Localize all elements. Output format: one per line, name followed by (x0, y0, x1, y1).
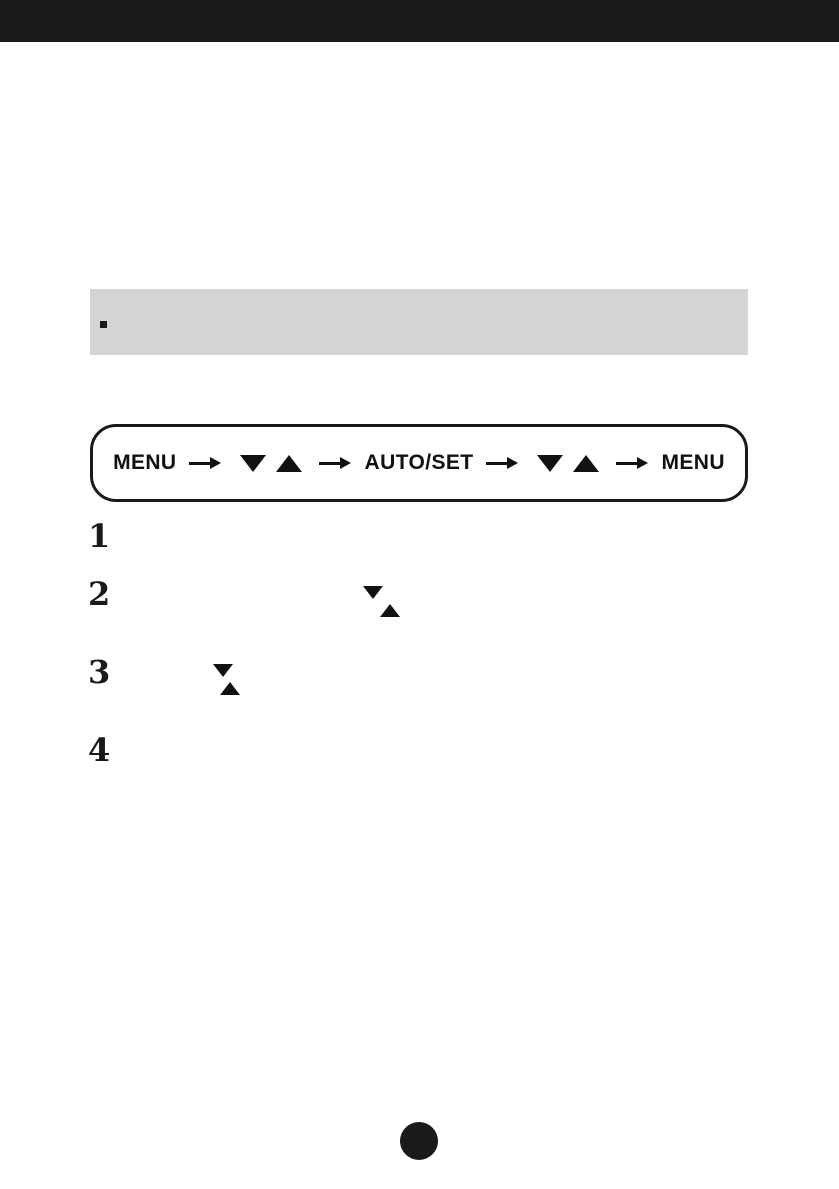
arrow-right-icon (189, 456, 223, 470)
header-band (0, 0, 839, 42)
arrow-right-icon (486, 456, 520, 470)
step-number: 1 (88, 517, 111, 555)
flow-label-menu-start: MENU (113, 451, 177, 474)
step-number: 3 (88, 653, 111, 691)
down-triangle-icon (537, 455, 563, 472)
step-inline-icons (208, 662, 245, 698)
down-triangle-icon (363, 586, 383, 599)
up-triangle-icon (220, 682, 240, 695)
up-triangle-icon (276, 455, 302, 472)
down-triangle-icon (213, 664, 233, 677)
bullet-square-icon (100, 321, 107, 328)
button-sequence-row (93, 427, 745, 499)
arrow-right-icon (319, 456, 353, 470)
flow-label-menu-end: MENU (661, 451, 725, 474)
button-sequence-box (90, 424, 748, 502)
flow-label-auto-set: AUTO/SET (364, 451, 474, 474)
down-triangle-icon (240, 455, 266, 472)
step-number: 2 (88, 575, 111, 613)
arrow-right-icon (616, 456, 650, 470)
section-heading-bar (90, 289, 748, 355)
step-number: 4 (88, 731, 111, 769)
step-inline-icons (358, 584, 405, 620)
up-triangle-icon (573, 455, 599, 472)
up-triangle-icon (380, 604, 400, 617)
page-number-badge (400, 1122, 438, 1160)
